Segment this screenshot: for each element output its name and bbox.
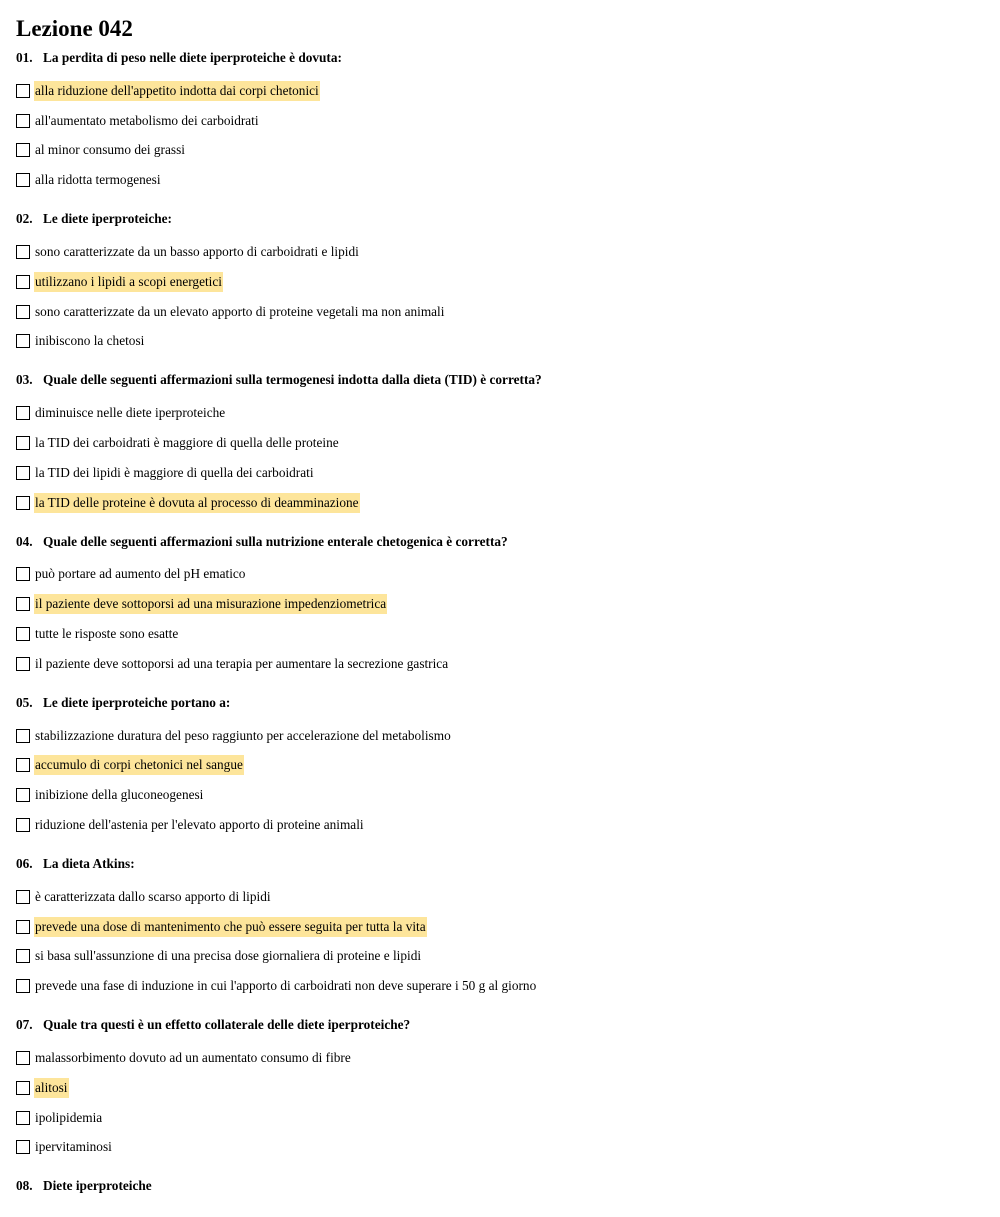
answer-checkbox[interactable] (16, 627, 30, 641)
answer-checkbox[interactable] (16, 1081, 30, 1095)
answer-option[interactable] (16, 560, 986, 590)
question-text: Quale tra questi è un effetto collaterale delle diete iperproteiche? (43, 1017, 411, 1033)
answer-label: può portare ad aumento del pH ematico (35, 566, 246, 582)
question-header (16, 1015, 986, 1043)
correct-answer-label: la TID delle proteine è dovuta al processo di deamminazione (34, 493, 360, 513)
answer-option[interactable] (16, 912, 986, 942)
answer-label: la TID dei carboidrati è maggiore di quella delle proteine (35, 435, 339, 451)
answer-label: inibiscono la chetosi (35, 333, 145, 349)
question-01 (16, 48, 986, 195)
question-07 (16, 1015, 986, 1162)
question-number: 02. (16, 211, 33, 227)
answer-checkbox[interactable] (16, 334, 30, 348)
answer-label: diminuisce nelle diete iperproteiche (35, 405, 226, 421)
question-list (16, 48, 986, 1204)
question-header (16, 370, 986, 398)
answer-option[interactable] (16, 165, 986, 195)
answer-label: è caratterizzata dallo scarso apporto di lipidi (35, 888, 271, 904)
answer-checkbox[interactable] (16, 818, 30, 832)
answer-option[interactable] (16, 649, 986, 679)
answer-option[interactable] (16, 136, 986, 166)
correct-answer-label: accumulo di corpi chetonici nel sangue (34, 755, 244, 775)
answer-option[interactable] (16, 1043, 986, 1073)
question-06 (16, 854, 986, 1001)
question-number: 03. (16, 372, 33, 388)
answer-label: riduzione dell'astenia per l'elevato apporto di proteine animali (35, 817, 364, 833)
answer-label: si basa sull'assunzione di una precisa dose giornaliera di proteine e lipidi (35, 948, 422, 964)
answer-checkbox[interactable] (16, 496, 30, 510)
answer-option[interactable] (16, 810, 986, 840)
answer-label: inibizione della gluconeogenesi (35, 787, 204, 803)
answer-label: sono caratterizzate da un basso apporto di carboidrati e lipidi (35, 244, 359, 260)
answer-option[interactable] (16, 1103, 986, 1133)
answer-option[interactable] (16, 458, 986, 488)
answer-label: ipervitaminosi (35, 1139, 112, 1155)
answer-checkbox[interactable] (16, 1051, 30, 1065)
question-text: Quale delle seguenti affermazioni sulla termogenesi indotta dalla dieta (TID) è corretta? (43, 372, 542, 388)
answer-checkbox[interactable] (16, 890, 30, 904)
answer-checkbox[interactable] (16, 597, 30, 611)
correct-answer-label: alitosi (34, 1078, 69, 1098)
answer-option[interactable] (16, 1073, 986, 1103)
answer-option[interactable] (16, 106, 986, 136)
question-text: Diete iperproteiche (43, 1178, 152, 1194)
question-number: 07. (16, 1017, 33, 1033)
answer-checkbox[interactable] (16, 949, 30, 963)
answer-checkbox[interactable] (16, 657, 30, 671)
correct-answer-label: alla riduzione dell'appetito indotta dai corpi chetonici (34, 81, 320, 101)
answer-checkbox[interactable] (16, 275, 30, 289)
question-03 (16, 370, 986, 517)
answer-option[interactable] (16, 882, 986, 912)
answer-option[interactable] (16, 488, 986, 518)
answer-option[interactable] (16, 327, 986, 357)
answer-option[interactable] (16, 428, 986, 458)
correct-answer-label: il paziente deve sottoporsi ad una misurazione impedenziometrica (34, 594, 387, 614)
answer-option[interactable] (16, 619, 986, 649)
answer-checkbox[interactable] (16, 1111, 30, 1125)
answer-checkbox[interactable] (16, 173, 30, 187)
answer-checkbox[interactable] (16, 436, 30, 450)
correct-answer-label: prevede una dose di mantenimento che può essere seguita per tutta la vita (34, 917, 427, 937)
answer-option[interactable] (16, 1133, 986, 1163)
answer-label: il paziente deve sottoporsi ad una terapia per aumentare la secrezione gastrica (35, 655, 449, 671)
question-header (16, 532, 986, 560)
answer-option[interactable] (16, 780, 986, 810)
question-header (16, 1176, 986, 1204)
answer-option[interactable] (16, 589, 986, 619)
answer-checkbox[interactable] (16, 979, 30, 993)
answer-checkbox[interactable] (16, 788, 30, 802)
answer-option[interactable] (16, 942, 986, 972)
answer-option[interactable] (16, 721, 986, 751)
answer-label: la TID dei lipidi è maggiore di quella dei carboidrati (35, 464, 314, 480)
answer-option[interactable] (16, 971, 986, 1001)
answer-option[interactable] (16, 267, 986, 297)
question-05 (16, 693, 986, 840)
question-text: Le diete iperproteiche: (43, 211, 172, 227)
answer-checkbox[interactable] (16, 920, 30, 934)
answer-label: stabilizzazione duratura del peso raggiunto per accelerazione del metabolismo (35, 727, 451, 743)
answer-checkbox[interactable] (16, 114, 30, 128)
answer-option[interactable] (16, 398, 986, 428)
answer-checkbox[interactable] (16, 406, 30, 420)
question-header (16, 48, 986, 76)
question-number: 08. (16, 1178, 33, 1194)
answer-checkbox[interactable] (16, 729, 30, 743)
answer-option[interactable] (16, 237, 986, 267)
question-text: Le diete iperproteiche portano a: (43, 694, 231, 710)
answer-checkbox[interactable] (16, 143, 30, 157)
question-text: La dieta Atkins: (43, 855, 135, 871)
quiz-page (16, 14, 986, 1204)
answer-checkbox[interactable] (16, 84, 30, 98)
question-number: 06. (16, 855, 33, 871)
answer-option[interactable] (16, 76, 986, 106)
answer-label: malassorbimento dovuto ad un aumentato consumo di fibre (35, 1050, 351, 1066)
answer-label: all'aumentato metabolismo dei carboidrati (35, 112, 259, 128)
answer-label: ipolipidemia (35, 1109, 103, 1125)
answer-checkbox[interactable] (16, 1140, 30, 1154)
question-number: 05. (16, 694, 33, 710)
answer-checkbox[interactable] (16, 305, 30, 319)
question-02 (16, 209, 986, 356)
question-text: La perdita di peso nelle diete iperproteiche è dovuta: (43, 50, 342, 65)
answer-label: alla ridotta termogenesi (35, 172, 161, 188)
question-header (16, 854, 986, 882)
question-header (16, 209, 986, 237)
question-text: Quale delle seguenti affermazioni sulla nutrizione enterale chetogenica è corretta? (43, 533, 508, 549)
question-04 (16, 532, 986, 679)
question-number: 04. (16, 533, 33, 549)
answer-label: tutte le risposte sono esatte (35, 626, 179, 642)
answer-label: sono caratterizzate da un elevato apporto di proteine vegetali ma non animali (35, 303, 445, 319)
answer-checkbox[interactable] (16, 245, 30, 259)
answer-option[interactable] (16, 751, 986, 781)
page-title: Lezione 042 (16, 16, 133, 41)
answer-checkbox[interactable] (16, 567, 30, 581)
question-header (16, 693, 986, 721)
answer-label: al minor consumo dei grassi (35, 142, 185, 158)
answer-option[interactable] (16, 297, 986, 327)
answer-checkbox[interactable] (16, 758, 30, 772)
question-number: 01. (16, 50, 33, 65)
correct-answer-label: utilizzano i lipidi a scopi energetici (34, 272, 223, 292)
answer-label: prevede una fase di induzione in cui l'apporto di carboidrati non deve superare i 50 g al giorno (35, 978, 537, 994)
answer-checkbox[interactable] (16, 466, 30, 480)
question-08 (16, 1176, 986, 1204)
